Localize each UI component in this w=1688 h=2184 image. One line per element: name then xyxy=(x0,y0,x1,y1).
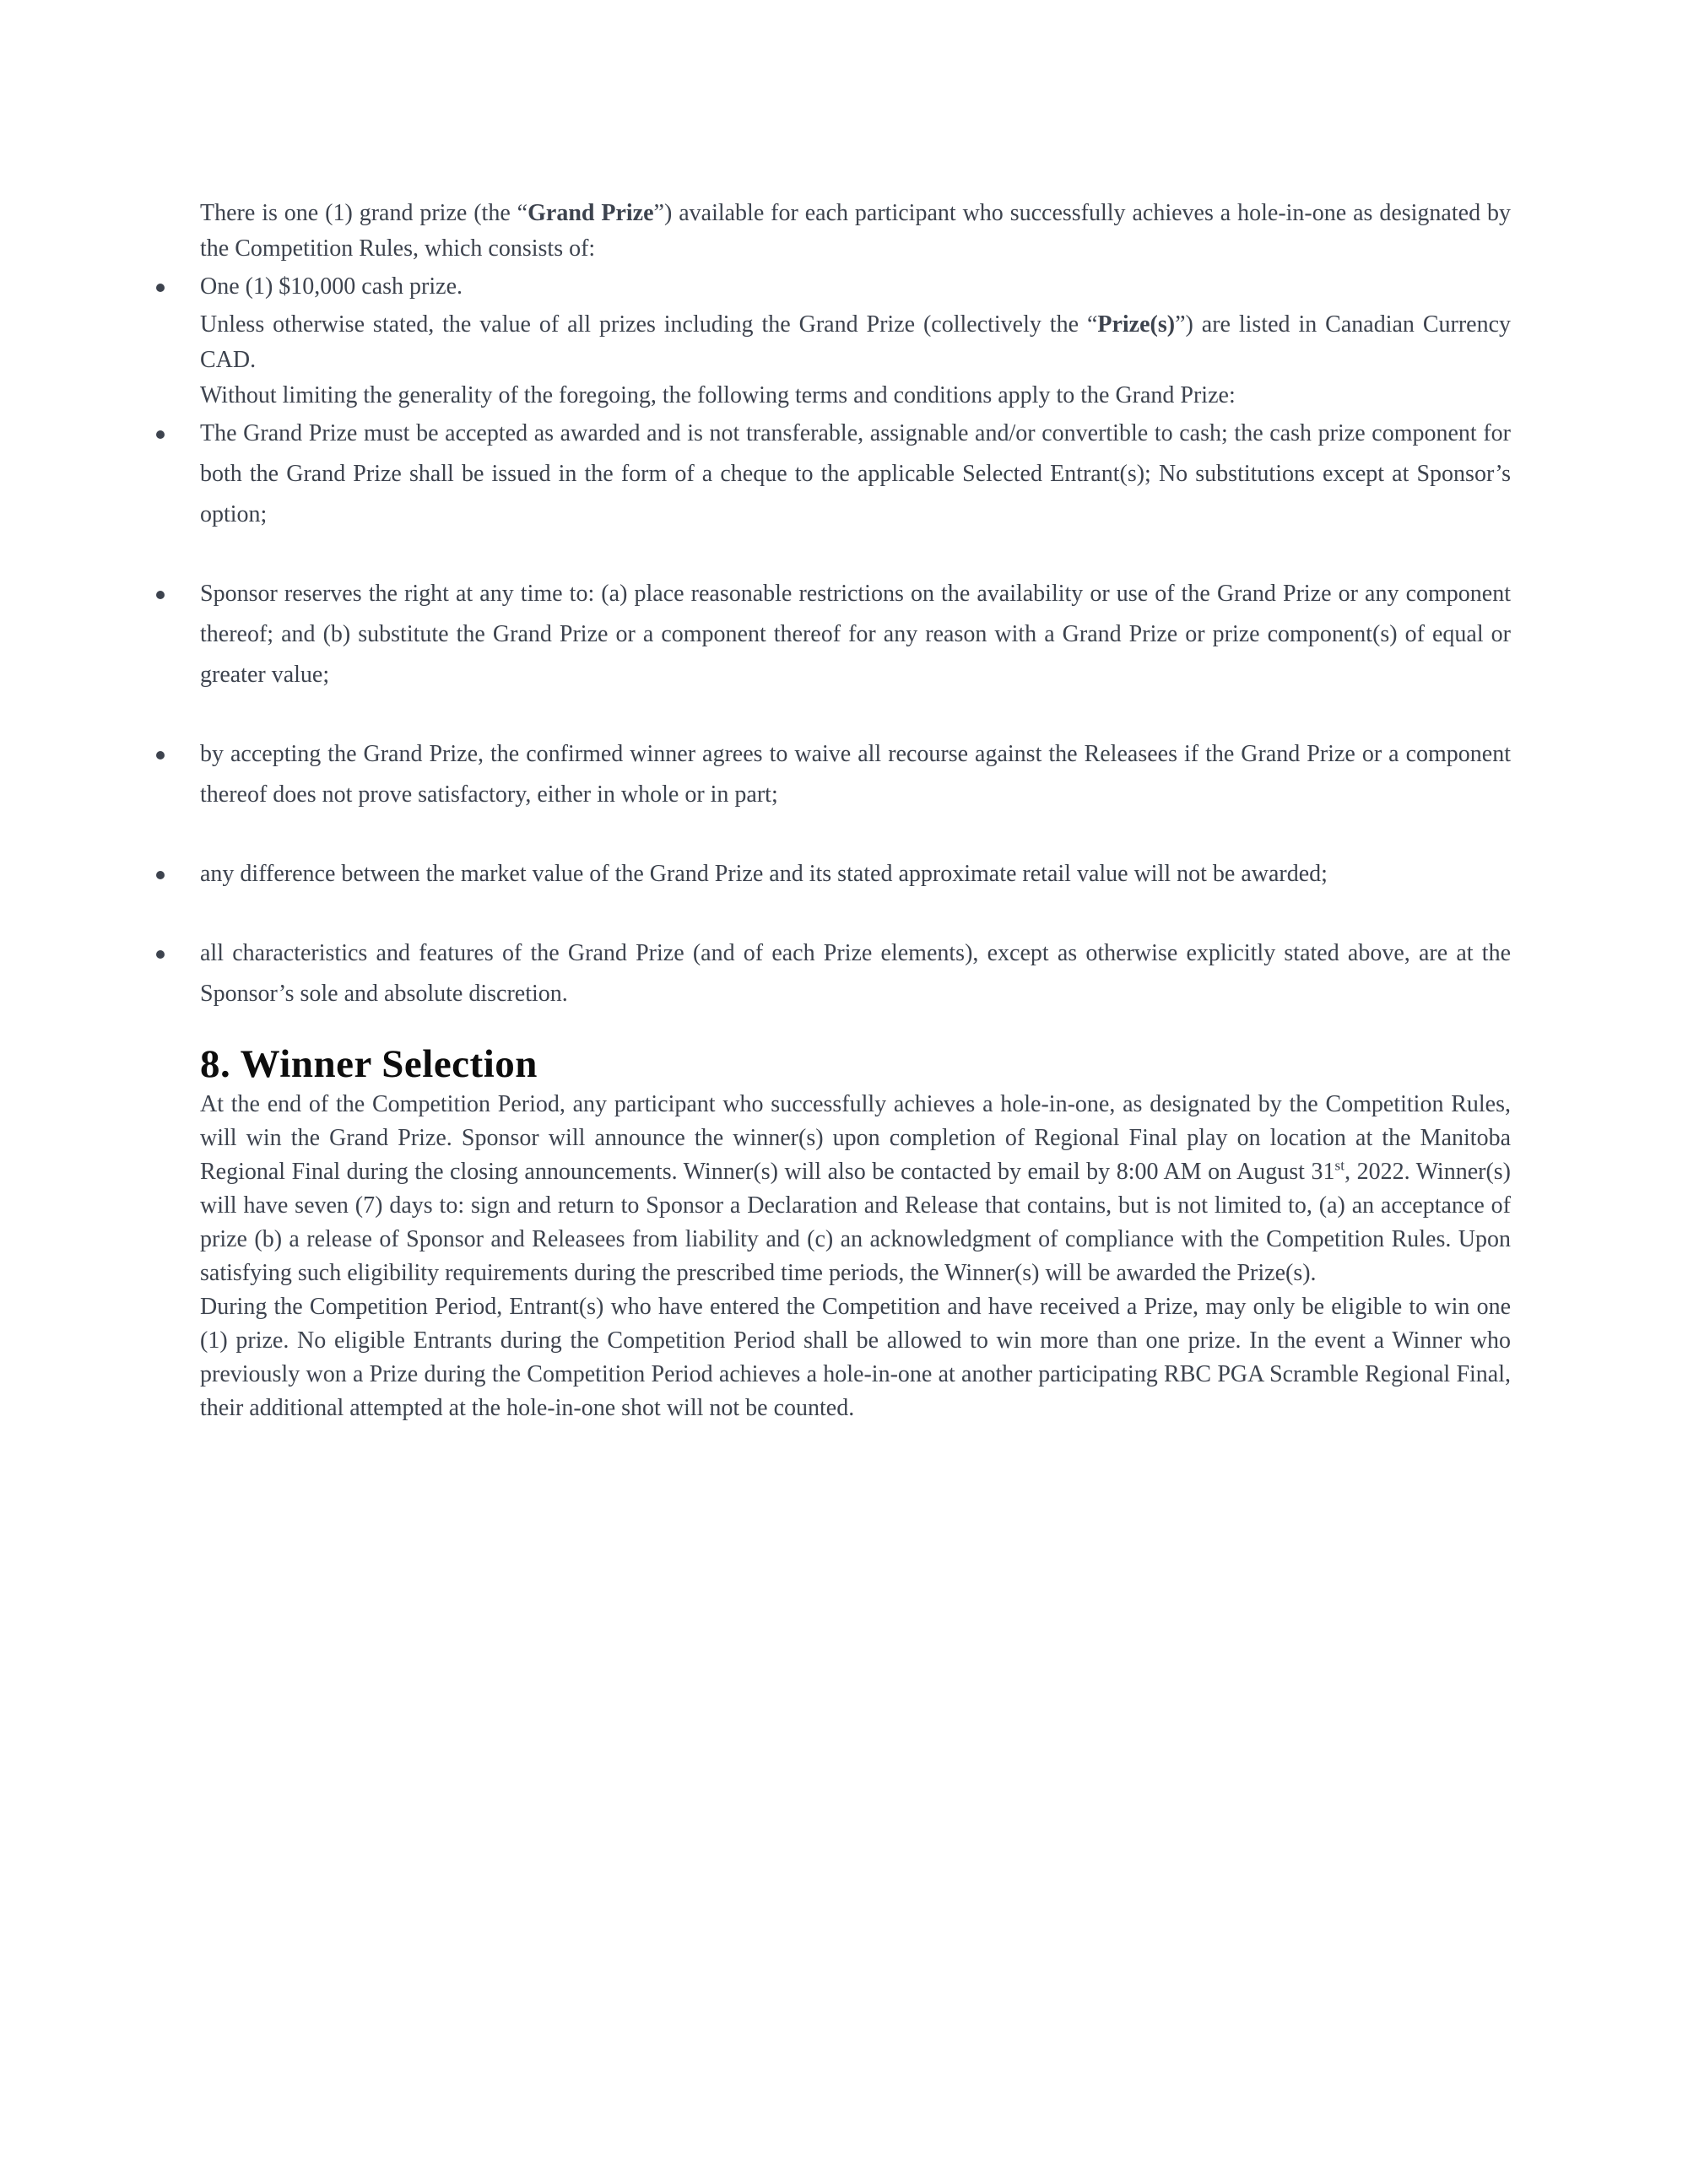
bullet-icon xyxy=(156,591,165,599)
list-item-text: The Grand Prize must be accepted as awarded and is not transferable, assignable and/or convertible to cash; the cash prize component for both the Grand Prize shall be issued in the form of a cheque to the applicable Selected Entrant(s); No substitutions except at Sponsor’s option; xyxy=(200,420,1511,527)
bullet-icon xyxy=(156,751,165,760)
winner-selection-paragraph: At the end of the Competition Period, any participant who successfully achieves a hole-in-one, as designated by the Competition Rules, will win the Grand Prize. Sponsor will announce the winner(s) upon completion of Regional Final play on location at the Manitoba Regional Final during the closing announcements. Winner(s) will also be contacted by email by 8:00 AM on August 31st, 2022. Winner(s) will have seven (7) days to: sign and return to Sponsor a Declaration and Release that contains, but is not limited to, (a) an acceptance of prize (b) a release of Sponsor and Releasees from liability and (c) an acknowledgment of compliance with the Competition Rules. Upon satisfying such eligibility requirements during the prescribed time periods, the Winner(s) will be awarded the Prize(s). xyxy=(200,1091,1511,1286)
bullet-icon xyxy=(156,430,165,439)
list-item xyxy=(200,854,1511,895)
intro-paragraph: There is one (1) grand prize (the “Grand Prize”) available for each participant who successfully achieves a hole-in-one as designated by the Competition Rules, which consists of: xyxy=(200,200,1511,262)
grand-prize-terms-list xyxy=(200,414,1511,1014)
list-item xyxy=(200,574,1511,695)
list-item-text: any difference between the market value of the Grand Prize and its stated approximate retail value will not be awarded; xyxy=(200,861,1328,887)
list-item xyxy=(200,734,1511,815)
currency-paragraph: Unless otherwise stated, the value of all prizes including the Grand Prize (collectively the “Prize(s)”) are listed in Canadian Currency CAD. xyxy=(200,311,1512,373)
terms-intro-paragraph: Without limiting the generality of the foregoing, the following terms and conditions apply to the Grand Prize: xyxy=(200,382,1236,408)
list-item xyxy=(200,933,1511,1014)
list-item-text: by accepting the Grand Prize, the confirmed winner agrees to waive all recourse against the Releasees if the Grand Prize or a component thereof does not prove satisfactory, either in whole or in part; xyxy=(200,741,1511,808)
list-item-text: all characteristics and features of the Grand Prize (and of each Prize elements), except as otherwise explicitly stated above, are at the Sponsor’s sole and absolute discretion. xyxy=(200,940,1511,1007)
bullet-icon xyxy=(156,284,165,292)
one-prize-paragraph: During the Competition Period, Entrant(s) who have entered the Competition and have received a Prize, may only be eligible to win one (1) prize. No eligible Entrants during the Competition Period shall be allowed to win more than one prize. In the event a Winner who previously won a Prize during the Competition Period achieves a hole-in-one at another participating RBC PGA Scramble Regional Final, their additional attempted at the hole-in-one shot will not be counted. xyxy=(200,1294,1511,1421)
list-item xyxy=(200,414,1511,535)
prize-components-list xyxy=(200,267,1511,307)
list-item-text: Sponsor reserves the right at any time to: (a) place reasonable restrictions on the availability or use of the Grand Prize or any component thereof; and (b) substitute the Grand Prize or a component thereof for any reason with a Grand Prize or prize component(s) of equal or greater value; xyxy=(200,581,1511,688)
bullet-icon xyxy=(156,950,165,959)
list-item-text: One (1) $10,000 cash prize. xyxy=(200,273,463,300)
list-item xyxy=(200,267,1511,307)
section-heading: 8. Winner Selection xyxy=(200,1042,538,1086)
bullet-icon xyxy=(156,871,165,879)
